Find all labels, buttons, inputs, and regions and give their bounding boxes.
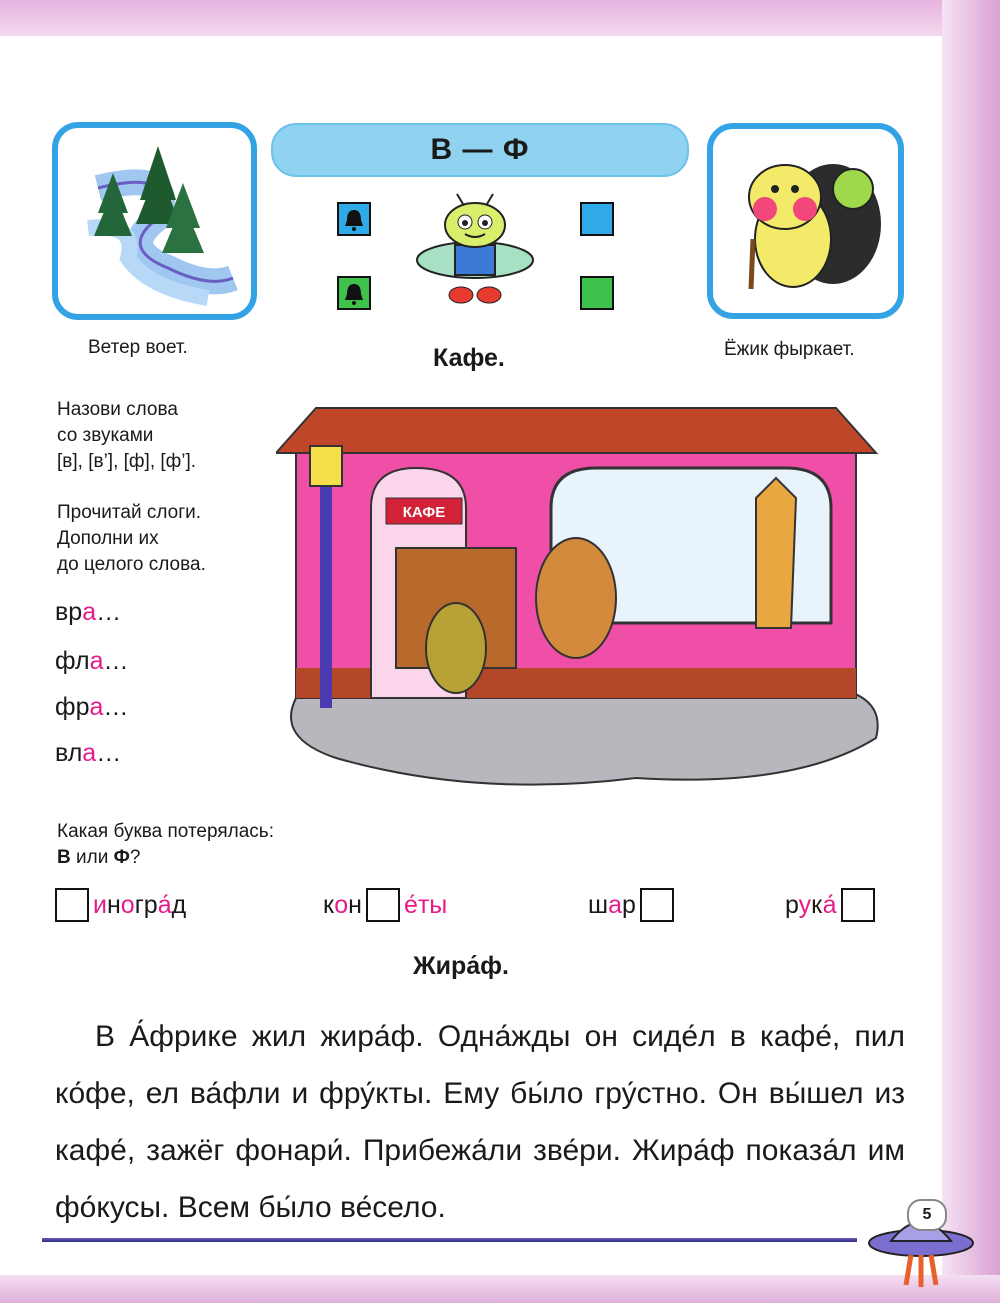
letter: ты (417, 890, 448, 919)
task2-line2: Дополни их (57, 528, 159, 549)
missing-letter-box[interactable] (366, 888, 400, 922)
task1-line1: Назови слова (57, 399, 178, 420)
syllable-item (55, 647, 129, 676)
letter: е́ (403, 890, 418, 919)
syllable-dots: … (96, 739, 122, 767)
word-letters-end (404, 891, 447, 920)
word-letters (93, 891, 186, 920)
word-rukav (785, 888, 875, 922)
word-letters-start (323, 891, 362, 920)
letter: р (785, 890, 799, 919)
task2-line3: до целого слова. (57, 554, 206, 575)
bell-symbol-blue (337, 202, 371, 236)
task3-line2 (57, 845, 274, 871)
bell-icon (339, 204, 369, 234)
cafe-sign: КАФЕ (402, 504, 446, 521)
hedgehog-illustration (713, 129, 898, 313)
task2-line1: Прочитай слоги. (57, 502, 202, 523)
word-vinograd (55, 888, 186, 922)
letter: р (621, 890, 636, 919)
wind-caption: Ветер воет. (88, 337, 188, 358)
page-number: 5 (907, 1199, 947, 1231)
symbol-green-square (580, 276, 614, 310)
story-paragraph: В А́фрике жил жира́ф. Одна́жды он сиде́л в кафе́, пил ко́фе, ел ва́фли и фру́кты. Ему бы́ло гру́стно. Он вы́шел из кафе́, зажёг фонари́. Прибежа́ли зве́ри. Жира́ф показа́л им фо́кусы. Всем бы́ло ве́село. (55, 1020, 905, 1224)
syllable-consonants: вр (55, 598, 83, 626)
syllable-dots: … (103, 693, 129, 721)
letter: а (608, 890, 622, 919)
syllable-vowel: а (89, 693, 104, 721)
symbol-blue-square (580, 202, 614, 236)
word-letters (588, 891, 636, 920)
task3-line1: Какая буква потерялась: (57, 821, 274, 842)
letter: о (334, 890, 349, 919)
syllable-consonants: фл (55, 647, 90, 675)
letter: а́ (822, 890, 837, 919)
task1-line3: [в], [в’], [ф], [ф’]. (57, 451, 197, 472)
task1-line2: со звуками (57, 425, 154, 446)
letter: и (93, 890, 107, 919)
letter: н (106, 890, 121, 919)
word-konfety (323, 888, 447, 922)
letter: а́ (157, 890, 172, 919)
cafe-title: Кафе. (433, 344, 505, 372)
word-letters (785, 891, 837, 920)
page-frame-bottom (0, 1275, 1000, 1303)
word-sharf (588, 888, 674, 922)
story-title: Жира́ф. (413, 952, 509, 980)
page-title: В — Ф (271, 123, 689, 177)
hedgehog-caption: Ёжик фыркает. (724, 339, 855, 360)
bell-symbol-green (337, 276, 371, 310)
letter: о (120, 890, 135, 919)
task-name-words (57, 397, 196, 475)
letter-f: Ф (113, 847, 130, 868)
letter: гр (134, 890, 158, 919)
missing-letter-box[interactable] (841, 888, 875, 922)
task3-question-mark: ? (129, 847, 141, 868)
bell-icon (339, 278, 369, 308)
syllable-dots: … (103, 647, 129, 675)
task-read-syllables (57, 500, 206, 578)
syllable-consonants: вл (55, 739, 83, 767)
letter: у (798, 890, 812, 919)
hedgehog-picture (707, 123, 904, 319)
letter: к (323, 890, 335, 919)
syllable-vowel: а (82, 598, 97, 626)
letter: д (171, 890, 187, 919)
letter-v: В (57, 847, 71, 868)
task3-or: или (70, 847, 114, 868)
syllable-vowel: а (89, 647, 104, 675)
task-missing-letter (57, 819, 274, 871)
letter: н (348, 890, 362, 919)
wind-illustration (58, 128, 251, 314)
syllable-item (55, 739, 121, 768)
syllable-item (55, 598, 121, 627)
footer-rule (42, 1238, 857, 1242)
page-frame-right (942, 0, 1000, 1303)
page-frame-top (0, 0, 1000, 36)
syllable-item (55, 693, 128, 722)
alien-mascot (413, 190, 538, 315)
story-text (55, 1008, 905, 1236)
cafe-illustration (276, 398, 891, 808)
syllable-dots: … (96, 598, 122, 626)
syllable-consonants: фр (55, 693, 90, 721)
letter: к (811, 890, 823, 919)
missing-letter-box[interactable] (640, 888, 674, 922)
syllable-vowel: а (82, 739, 97, 767)
missing-letter-box[interactable] (55, 888, 89, 922)
letter: ш (588, 890, 609, 919)
wind-picture (52, 122, 257, 320)
